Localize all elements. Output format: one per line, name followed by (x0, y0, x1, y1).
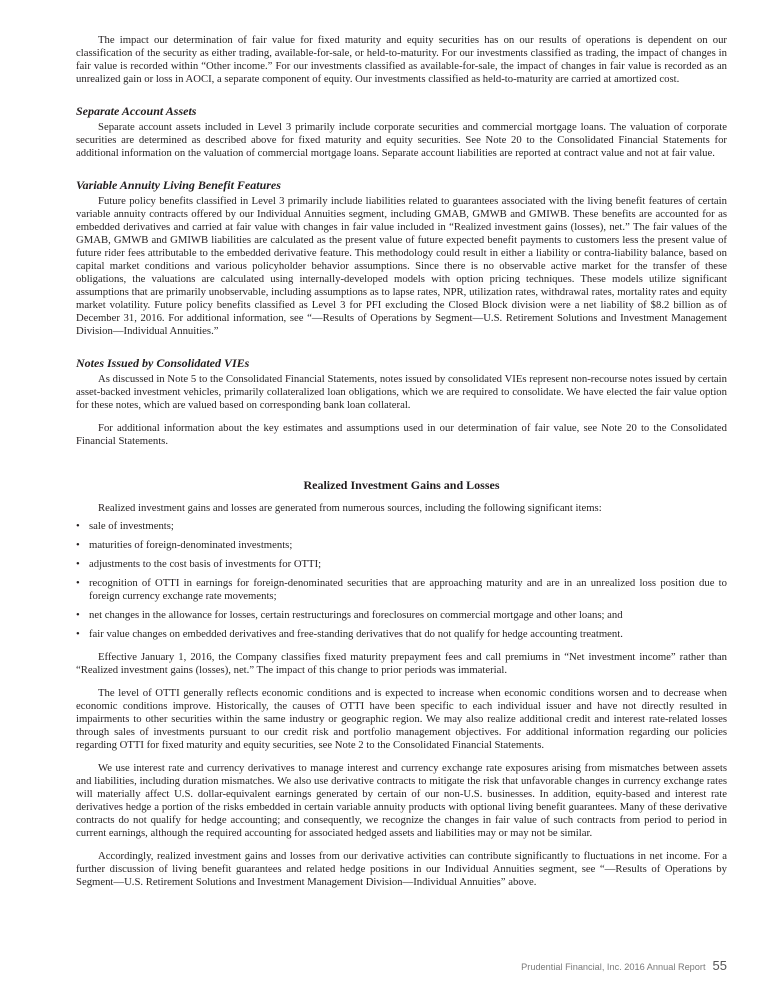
realized-intro-paragraph: Realized investment gains and losses are generated from numerous sources, including the following significant items: (98, 502, 602, 514)
section-heading-variable-annuity: Variable Annuity Living Benefit Features (76, 178, 281, 192)
realized-sources-list (76, 520, 727, 641)
list-item: • fair value changes on embedded derivatives and free-standing derivatives that do not qualify for hedge accounting treatment. (76, 628, 623, 640)
page-number: 55 (712, 958, 727, 973)
bullet-icon: • (76, 539, 80, 551)
section-heading-notes-vies: Notes Issued by Consolidated VIEs (76, 356, 250, 370)
accordingly-paragraph: Accordingly, realized investment gains and losses from our derivative activities can contribute significantly to fluctuations in net income. For a further discussion of living benefit guarantees and related hedge positions in our Individual Annuities segment, see “—Results of Operations by Segment—U.S. Retirement Solutions and Investment Management Division—Individual Annuities” above. (76, 850, 727, 888)
document-page (76, 34, 727, 889)
bullet-icon: • (76, 577, 80, 589)
report-title: Prudential Financial, Inc. 2016 Annual Report (521, 962, 706, 972)
section-heading-separate-account-assets: Separate Account Assets (76, 104, 197, 118)
fair-value-reference-paragraph: For additional information about the key estimates and assumptions used in our determination of fair value, see Note 20 to the Consolidated Financial Statements. (76, 422, 727, 447)
list-item: • net changes in the allowance for losses, certain restructurings and foreclosures on commercial mortgage and other loans; and (76, 609, 623, 621)
variable-annuity-paragraph: Future policy benefits classified in Level 3 primarily include liabilities related to guarantees associated with the living benefit features of certain variable annuity contracts offered by our Individual Annuities segment, including GMAB, GMWB and GMIWB. These benefits are accounted for as embedded derivatives and carried at fair value with changes in fair value included in “Realized investment gains (losses), net.” The fair values of the GMAB, GMWB and GMIWB liabilities are calculated as the present value of future expected benefit payments to customers less the present value of future rider fees attributable to the embedded derivative feature. This methodology could result in either a liability or contra-liability balance, based on capital market conditions and various policyholder behavior assumptions. Since there is no observable active market for the transfer of these obligations, the valuations are calculated using internally-developed models with option pricing techniques. These models utilize significant assumptions that are primarily unobservable, including assumptions as to lapse rates, NPR, utilization rates, withdrawal rates, mortality rates and equity market volatility. Future policy benefits classified as Level 3 for PFI excluding the Closed Block division were a net liability of $8.2 billion as of December 31, 2016. For additional information, see “—Results of Operations by Segment—U.S. Retirement Solutions and Investment Management Division—Individual Annuities.” (76, 195, 727, 337)
list-item: • maturities of foreign-denominated investments; (76, 539, 293, 551)
list-item: • sale of investments; (76, 520, 174, 532)
bullet-icon: • (76, 558, 80, 570)
intro-paragraph: The impact our determination of fair value for fixed maturity and equity securities has on our results of operations is dependent on our classification of the security as either trading, available-for-sale, or held-to-maturity. For our investments classified as trading, the impact of changes in fair value is recorded within “Other income.” For our investments classified as available-for-sale, the impact of changes in fair value is recorded as an unrealized gain or loss in AOCI, a separate component of equity. Our investments classified as held-to-maturity are carried at amortized cost. (76, 34, 727, 85)
effective-date-paragraph: Effective January 1, 2016, the Company classifies fixed maturity prepayment fees and call premiums in “Net investment income” rather than “Realized investment gains (losses), net.” The impact of this change to prior periods was immaterial. (76, 651, 727, 676)
list-item: • recognition of OTTI in earnings for foreign-denominated securities that are approaching maturity and are in an unrealized loss position due to foreign currency exchange rate movements; (76, 577, 727, 602)
otti-paragraph: The level of OTTI generally reflects economic conditions and is expected to increase when economic conditions worsen and to decrease when economic conditions improve. Historically, the causes of OTTI have been specific to each individual issuer and have not directly resulted in impairments to other securities within the same industry or geographic region. We may also realize additional credit and interest rate-related losses through sales of investments pursuant to our credit risk and portfolio management objectives. For additional information regarding our policies regarding OTTI for fixed maturity and equity securities, see Note 2 to the Consolidated Financial Statements. (76, 687, 727, 751)
notes-vies-paragraph: As discussed in Note 5 to the Consolidated Financial Statements, notes issued by consolidated VIEs represent non-recourse notes issued by certain asset-backed investment vehicles, primarily collateralized loan obligations, which we are required to consolidate. We have elected the fair value option for these notes, which are valued based on corresponding bank loan collateral. (76, 373, 727, 411)
separate-account-paragraph: Separate account assets included in Level 3 primarily include corporate securities and commercial mortgage loans. The valuation of corporate securities are determined as described above for fixed maturity and equity securities. See Note 20 to the Consolidated Financial Statements for additional information on the valuation of commercial mortgage loans. Separate account liabilities are reported at contract value and not at fair value. (76, 121, 727, 159)
section-title-realized-gains-losses: Realized Investment Gains and Losses (303, 478, 500, 492)
bullet-icon: • (76, 520, 80, 532)
derivatives-paragraph: We use interest rate and currency derivatives to manage interest and currency exchange rate exposures arising from mismatches between assets and liabilities, including duration mismatches. We also use derivative contracts to mitigate the risk that unfavorable changes in currency exchange rates will materially affect U.S. dollar-equivalent earnings generated by certain of our non-U.S. businesses. In addition, equity-based and interest rate derivatives hedge a portion of the risks embedded in certain variable annuity products with optional living benefit guarantees. Many of these derivative contracts do not qualify for hedge accounting; and consequently, we recognize the changes in fair value of such contracts from period to period in current earnings, although the required accounting for associated hedged assets and liabilities may or may not be similar. (76, 762, 727, 839)
page-footer (480, 958, 727, 973)
bullet-icon: • (76, 628, 80, 640)
bullet-icon: • (76, 609, 80, 621)
list-item: • adjustments to the cost basis of investments for OTTI; (76, 558, 322, 570)
